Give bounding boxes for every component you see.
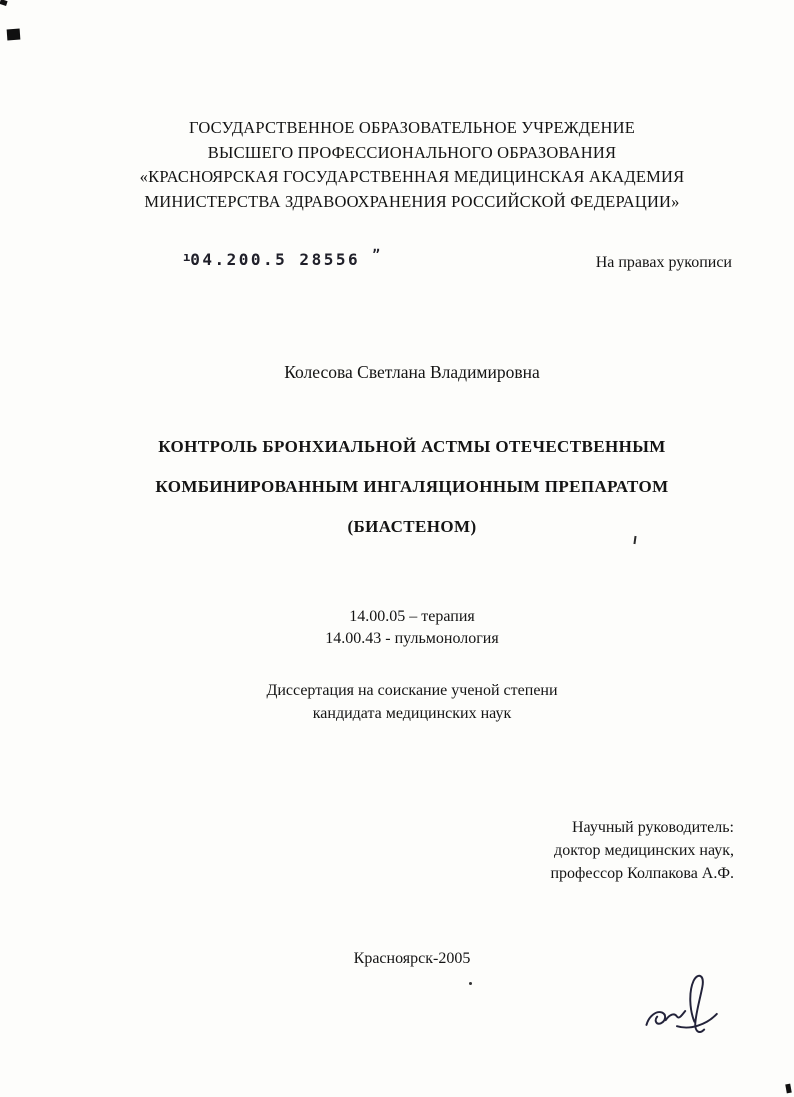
scan-artifact: [7, 29, 21, 41]
thesis-type-line: кандидата медицинских наук: [312, 704, 512, 722]
stamp-tick-mark: ı: [183, 250, 191, 264]
supervisor-block: [550, 816, 734, 885]
title-line: КОМБИНИРОВАННЫМ ИНГАЛЯЦИОННЫМ ПРЕПАРАТОМ: [155, 477, 669, 496]
supervisor-line: доктор медицинских наук,: [554, 842, 734, 859]
title-line: (БИАСТЕНОМ): [347, 517, 477, 536]
specialty-codes: [42, 606, 782, 649]
page-title: [42, 427, 782, 547]
institution-header: [42, 116, 782, 214]
handwritten-signature: [632, 961, 732, 1050]
author-name: Колесова Светлана Владимировна: [284, 362, 540, 382]
specialty-line: 14.00.43 - пульмонология: [325, 629, 499, 647]
scan-artifact: [785, 1084, 791, 1094]
manuscript-rights-note: На правах рукописи: [595, 254, 732, 271]
institution-line: МИНИСТЕРСТВА ЗДРАВООХРАНЕНИЯ РОССИЙСКОЙ ФЕДЕРАЦИИ»: [144, 191, 680, 211]
accession-stamp-number: $^ı$04.200.5 28556 $^ˮ$: [183, 248, 381, 269]
scan-artifact: [0, 0, 8, 6]
stamp-tick-mark: ˮ: [372, 248, 381, 263]
supervisor-line: Научный руководитель:: [571, 819, 734, 836]
supervisor-line: профессор Колпакова А.Ф.: [550, 865, 734, 882]
city-year: Красноярск-2005: [353, 950, 471, 967]
institution-line: «КРАСНОЯРСКАЯ ГОСУДАРСТВЕННАЯ МЕДИЦИНСКАЯ АКАДЕМИЯ: [139, 167, 685, 186]
thesis-type-line: Диссертация на соискание ученой степени: [266, 682, 558, 699]
institution-line: ГОСУДАРСТВЕННОЕ ОБРАЗОВАТЕЛЬНОЕ УЧРЕЖДЕНИЕ: [188, 118, 636, 137]
thesis-type: [42, 680, 782, 725]
scan-artifact: [469, 982, 472, 985]
title-line: КОНТРОЛЬ БРОНХИАЛЬНОЙ АСТМЫ ОТЕЧЕСТВЕННЫМ: [158, 437, 666, 456]
institution-line: ВЫСШЕГО ПРОФЕССИОНАЛЬНОГО ОБРАЗОВАНИЯ: [207, 142, 617, 162]
specialty-line: 14.00.05 – терапия: [349, 608, 475, 625]
